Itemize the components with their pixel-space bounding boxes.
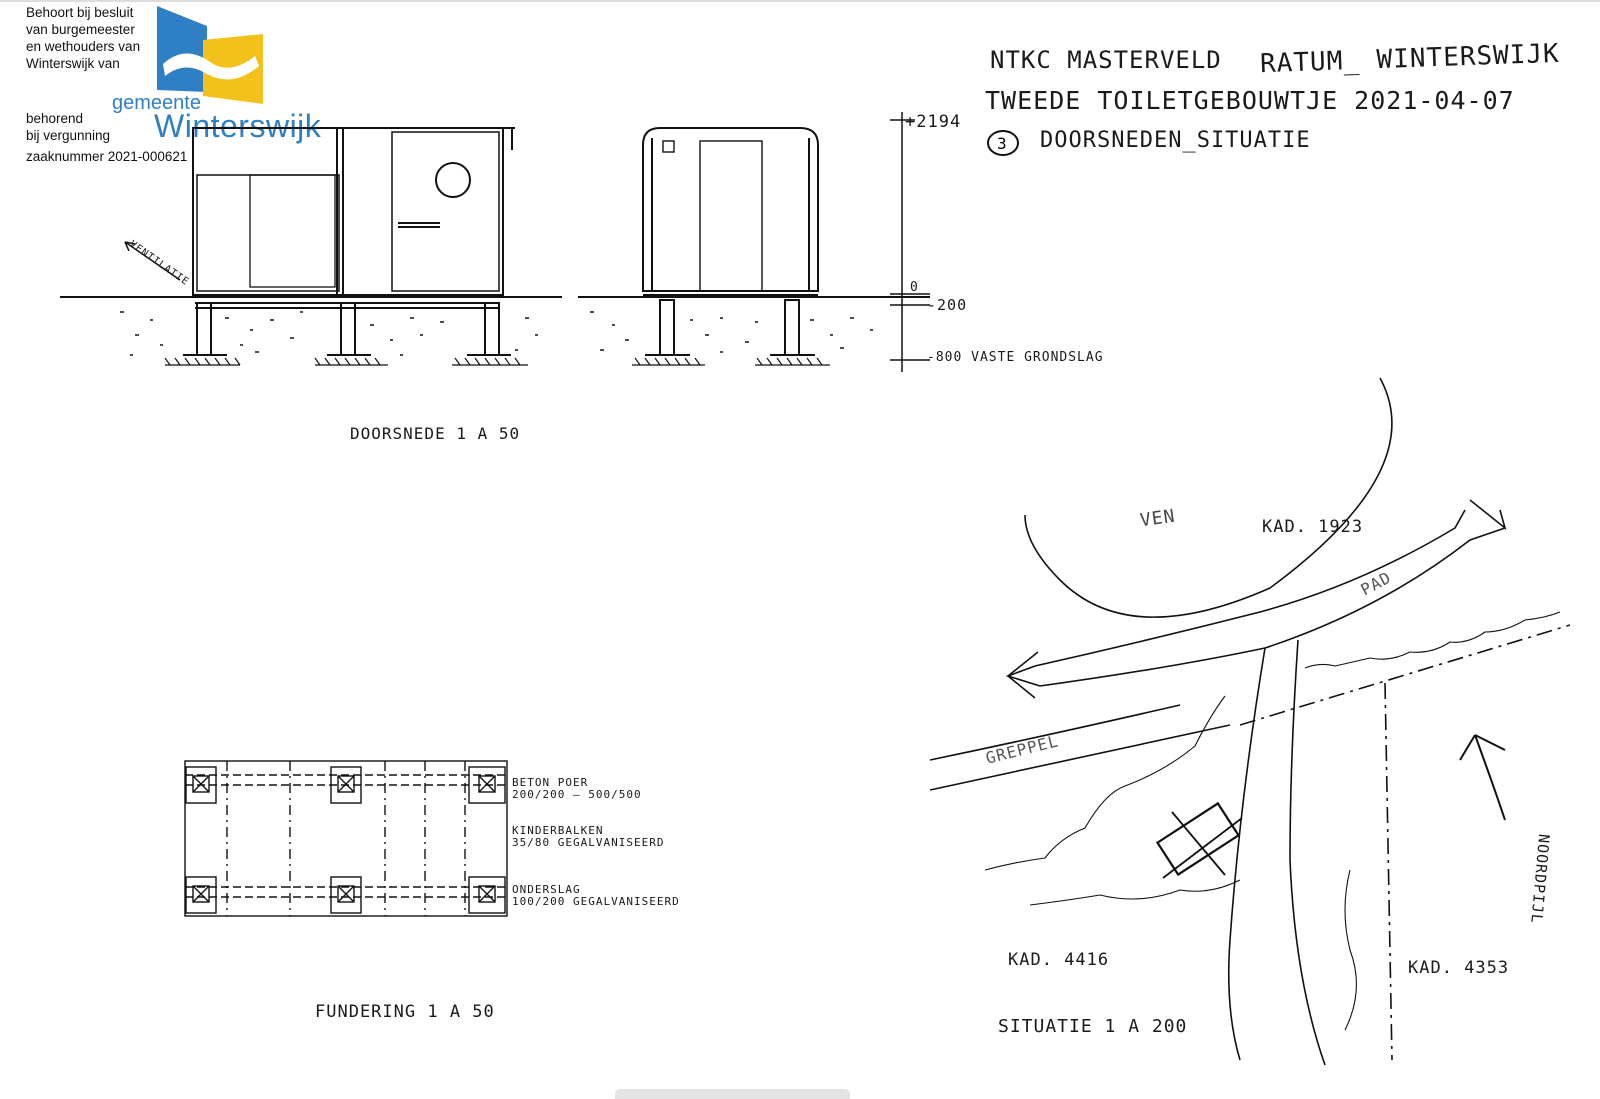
building-footprint bbox=[1157, 803, 1238, 874]
site-kad4353-label: KAD. 4353 bbox=[1408, 958, 1510, 978]
ventilatie-label: VENTILATIE bbox=[127, 238, 192, 289]
logo-word-gemeente: gemeente bbox=[112, 92, 201, 114]
foundation-label-joists bbox=[512, 825, 664, 849]
path-arrow-right bbox=[1470, 500, 1505, 528]
site-kad4416-label: KAD. 4416 bbox=[1008, 950, 1110, 970]
foundation-label-beam bbox=[512, 884, 680, 908]
stamp-line: van burgemeester bbox=[26, 22, 135, 37]
path-arrow-left bbox=[1008, 652, 1040, 698]
dimension-line bbox=[890, 112, 930, 372]
section-caption: DOORSNEDE 1 A 50 bbox=[350, 424, 521, 443]
logo-word-winterswijk: Winterswijk bbox=[154, 108, 322, 144]
title-line2: TWEEDE TOILETGEBOUWTJE 2021-04-07 bbox=[985, 86, 1515, 115]
ground-texture bbox=[120, 312, 873, 355]
pier-label-line2: 200/200 — 500/500 bbox=[512, 788, 642, 801]
ven-pond-outline bbox=[1025, 378, 1395, 617]
stamp-line: Winterswijk van bbox=[26, 56, 120, 71]
horizontal-scrollbar[interactable] bbox=[615, 1089, 850, 1099]
site-caption: SITUATIE 1 A 200 bbox=[998, 1016, 1188, 1037]
dim-800-label: -800 VASTE GRONDSLAG bbox=[927, 350, 1104, 365]
path-lower-edge bbox=[1040, 528, 1505, 686]
dim-zero-label: 0 bbox=[910, 280, 919, 295]
dim-top-label: +2194 bbox=[905, 112, 962, 132]
site-ven-label: VEN bbox=[1138, 505, 1177, 532]
foundation-label-pier bbox=[512, 777, 642, 801]
title-line1-left: NTKC MASTERVELD bbox=[990, 46, 1222, 74]
circle-number: 3 bbox=[997, 134, 1007, 153]
north-arrow bbox=[1460, 735, 1505, 820]
dim-200-label: -200 bbox=[927, 296, 968, 314]
site-noordpijl-label: NOORDPIJL bbox=[1527, 833, 1554, 925]
permit-line: bij vergunning bbox=[26, 128, 111, 143]
pier-label-line1: BETON POER bbox=[512, 776, 589, 789]
joist-label-line1: KINDERBALKEN bbox=[512, 824, 604, 837]
elevation-short bbox=[578, 128, 930, 365]
bank-wiggle-left2 bbox=[1030, 880, 1240, 905]
beam-label-line2: 100/200 GEGALVANISEERD bbox=[512, 895, 680, 908]
stamp-line: Behoort bij besluit bbox=[26, 5, 134, 20]
path-branch-left bbox=[1229, 648, 1265, 1060]
site-greppel-label: GREPPEL bbox=[983, 731, 1061, 768]
title-line1-right: RATUM_ WINTERSWIJK bbox=[1259, 38, 1561, 80]
bank-wiggle-right bbox=[1345, 870, 1356, 1030]
site-pad-label: PAD bbox=[1357, 567, 1395, 600]
stamp-line: en wethouders van bbox=[26, 39, 141, 54]
boundary-vertical bbox=[1385, 683, 1392, 1060]
greppel-line bbox=[930, 725, 1230, 790]
site-kad1923-label: KAD. 1923 bbox=[1262, 517, 1364, 537]
joist-label-line2: 35/80 GEGALVANISEERD bbox=[512, 836, 665, 849]
permit-line: zaaknummer 2021-000621 bbox=[26, 149, 188, 164]
beam-label-line1: ONDERSLAG bbox=[512, 883, 581, 896]
title-line3: DOORSNEDEN_SITUATIE bbox=[1040, 128, 1311, 153]
foundation-caption: FUNDERING 1 A 50 bbox=[315, 1002, 495, 1022]
permit-line: behorend bbox=[26, 111, 84, 126]
foundation-piers bbox=[186, 767, 505, 913]
